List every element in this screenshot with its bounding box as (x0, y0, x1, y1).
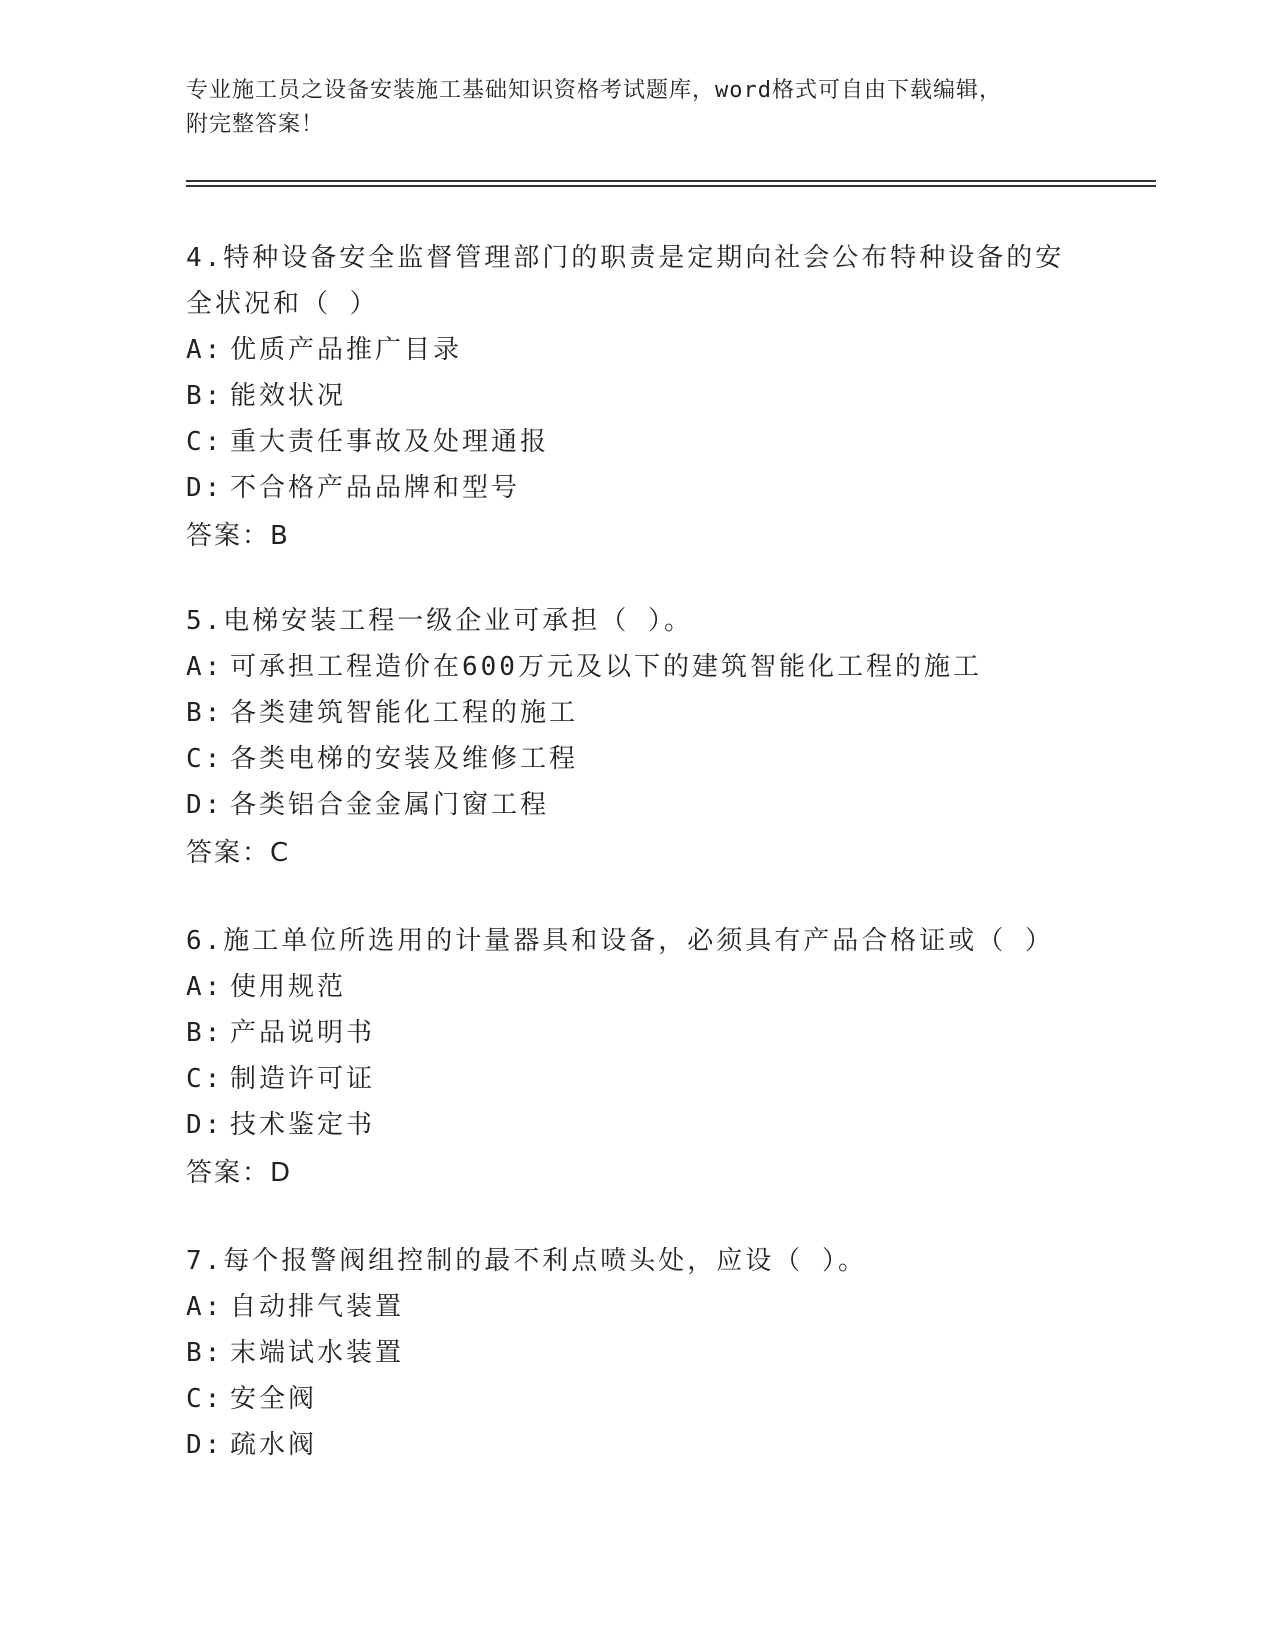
header-divider-bottom (186, 185, 1156, 187)
answer-line: 答案：C (186, 838, 291, 868)
option-text: 优质产品推广目录 (230, 335, 463, 365)
option-b (186, 373, 1066, 419)
question-4 (186, 235, 1066, 559)
option-key: D: (186, 1430, 224, 1460)
option-text: 各类建筑智能化工程的施工 (230, 698, 579, 728)
option-a (186, 327, 1066, 373)
option-text: 重大责任事故及处理通报 (230, 427, 550, 457)
question-7 (186, 1238, 1066, 1468)
option-key: D: (186, 1110, 224, 1140)
option-text: 自动排气装置 (230, 1292, 405, 1322)
option-c (186, 419, 1066, 465)
document-header (186, 74, 1086, 142)
header-line-1: 专业施工员之设备安装施工基础知识资格考试题库，word格式可自由下载编辑， (186, 78, 1002, 103)
option-key: C: (186, 1384, 224, 1414)
option-key: B: (186, 698, 224, 728)
option-key: C: (186, 744, 224, 774)
option-text: 疏水阀 (230, 1430, 318, 1460)
option-d (186, 782, 1066, 828)
option-key: C: (186, 427, 224, 457)
header-divider-top (186, 180, 1156, 182)
question-stem-line-2: 全状况和（ ） (186, 289, 379, 319)
option-c (186, 736, 1066, 782)
option-key: D: (186, 473, 224, 503)
option-key: B: (186, 1338, 224, 1368)
option-c (186, 1376, 1066, 1422)
option-text: 产品说明书 (230, 1018, 376, 1048)
option-key: C: (186, 1064, 224, 1094)
option-b (186, 1010, 1066, 1056)
option-text: 能效状况 (230, 381, 347, 411)
question-stem-line-1: 5.电梯安装工程一级企业可承担（ ）。 (186, 606, 693, 636)
option-d (186, 465, 1066, 511)
option-b (186, 690, 1066, 736)
option-text: 技术鉴定书 (230, 1110, 376, 1140)
option-text: 不合格产品品牌和型号 (230, 473, 521, 503)
option-text: 末端试水装置 (230, 1338, 405, 1368)
option-key: B: (186, 1018, 224, 1048)
option-text: 使用规范 (230, 972, 347, 1002)
option-b (186, 1330, 1066, 1376)
answer-line: 答案：D (186, 1158, 293, 1188)
option-text: 安全阀 (230, 1384, 318, 1414)
option-a (186, 644, 1066, 690)
option-key: B: (186, 381, 224, 411)
option-key: D: (186, 790, 224, 820)
question-5 (186, 598, 1066, 876)
option-key: A: (186, 1292, 224, 1322)
option-text: 各类铝合金金属门窗工程 (230, 790, 550, 820)
question-stem-line-1: 4.特种设备安全监督管理部门的职责是定期向社会公布特种设备的安 (186, 243, 1065, 273)
question-stem-line-1: 7.每个报警阀组控制的最不利点喷头处，应设（ ）。 (186, 1246, 867, 1276)
option-a (186, 964, 1066, 1010)
option-text: 各类电梯的安装及维修工程 (230, 744, 579, 774)
option-text: 可承担工程造价在600万元及以下的建筑智能化工程的施工 (230, 652, 982, 682)
option-d (186, 1102, 1066, 1148)
option-c (186, 1056, 1066, 1102)
option-key: A: (186, 972, 224, 1002)
header-line-2: 附完整答案！ (186, 112, 325, 137)
answer-line: 答案：B (186, 521, 290, 551)
question-6 (186, 918, 1066, 1196)
option-text: 制造许可证 (230, 1064, 376, 1094)
option-a (186, 1284, 1066, 1330)
option-d (186, 1422, 1066, 1468)
option-key: A: (186, 652, 224, 682)
question-stem-line-1: 6.施工单位所选用的计量器具和设备，必须具有产品合格证或（ ） (186, 926, 1054, 956)
option-key: A: (186, 335, 224, 365)
